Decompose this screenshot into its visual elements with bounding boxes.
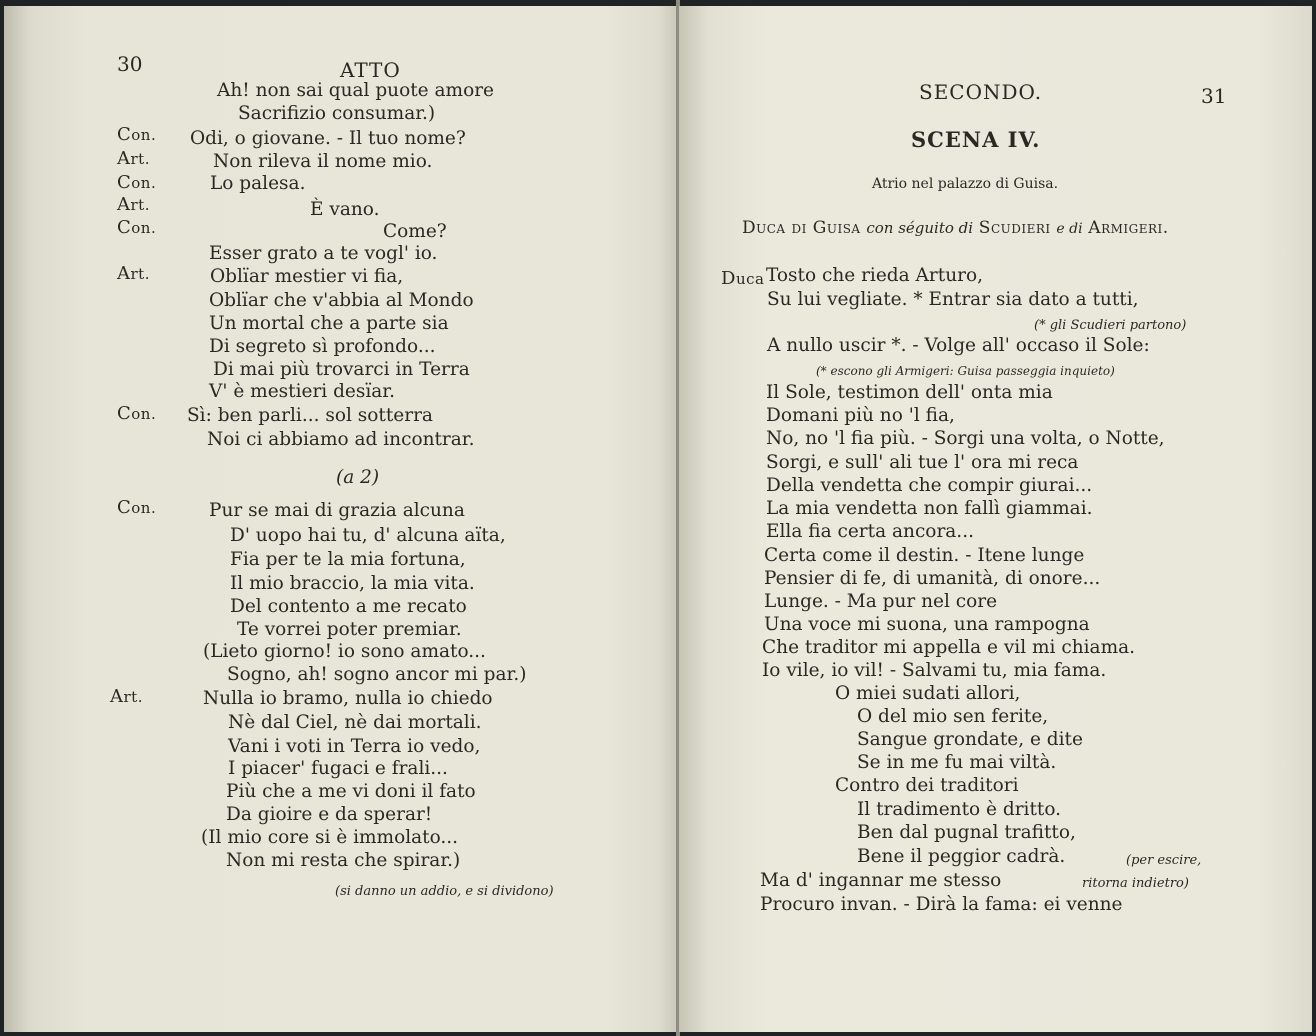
- verse-line: Contro dei traditori: [835, 775, 1019, 796]
- cast-squires: Scudieri: [978, 218, 1051, 238]
- verse-line: La mia vendetta non fallì giammai.: [766, 498, 1093, 519]
- verse-line: A nullo uscir *. - Volge all' occaso il Sole:: [767, 335, 1150, 356]
- verse-line: Odi, o giovane. - Il tuo nome?: [190, 128, 466, 149]
- verse-line: Lo palesa.: [210, 173, 306, 194]
- verse-line: Ben dal pugnal trafitto,: [857, 822, 1076, 843]
- verse-line: Pur se mai di grazia alcuna: [209, 500, 465, 521]
- speaker-label: Con.: [117, 124, 157, 145]
- verse-line: Sì: ben parli... sol sotterra: [187, 405, 433, 426]
- speaker-label: Con.: [117, 403, 157, 424]
- verse-line: Che traditor mi appella e vil mi chiama.: [762, 637, 1136, 658]
- stage-direction: (si danno un addio, e si dividono): [335, 884, 554, 899]
- verse-line: D' uopo hai tu, d' alcuna aïta,: [230, 525, 506, 546]
- verse-line: Di mai più trovarci in Terra: [213, 359, 470, 380]
- left-running-head: ATTO: [340, 58, 401, 82]
- verse-line: Della vendetta che compir giurai...: [766, 475, 1093, 496]
- verse-line: Il mio braccio, la mia vita.: [230, 573, 475, 594]
- verse-line: Da gioire e da sperar!: [226, 804, 433, 825]
- a-due-marker: (a 2): [336, 467, 380, 488]
- speaker-label: Con.: [117, 497, 157, 518]
- verse-line: Noi ci abbiamo ad incontrar.: [207, 429, 475, 450]
- verse-line: Su lui vegliate. * Entrar sia dato a tutti,: [767, 289, 1139, 310]
- cast-duke: Duca di Guisa: [742, 218, 861, 238]
- verse-line: Se in me fu mai viltà.: [857, 752, 1057, 773]
- speaker-label: Con.: [117, 172, 157, 193]
- verse-line: I piacer' fugaci e frali...: [228, 758, 448, 779]
- verse-line: (Il mio core si è immolato...: [201, 827, 459, 848]
- verse-line: Il tradimento è dritto.: [857, 799, 1062, 820]
- speaker-label: Art.: [117, 148, 150, 169]
- scene-title: SCENA IV.: [911, 127, 1041, 152]
- verse-line: È vano.: [310, 199, 380, 220]
- verse-line: Una voce mi suona, una rampogna: [764, 614, 1090, 635]
- stage-direction: (per escire,: [1126, 853, 1202, 868]
- verse-line: Sacrifizio consumar.): [238, 103, 436, 124]
- left-page-number: 30: [117, 52, 143, 76]
- verse-line: Di segreto sì profondo...: [209, 336, 436, 357]
- speaker-label: Con.: [117, 217, 157, 238]
- verse-line: No, no 'l fia più. - Sorgi una volta, o Notte,: [766, 428, 1165, 449]
- speaker-label: Duca: [721, 268, 765, 289]
- verse-line: Certa come il destin. - Itene lunge: [764, 545, 1085, 566]
- verse-line: Il Sole, testimon dell' onta mia: [766, 382, 1053, 403]
- verse-line: Ah! non sai qual puote amore: [217, 80, 495, 101]
- verse-line: Io vile, io vil! - Salvami tu, mia fama.: [762, 660, 1107, 681]
- speaker-label: Art.: [117, 194, 150, 215]
- verse-line: Del contento a me recato: [230, 596, 467, 617]
- verse-line: O del mio sen ferite,: [857, 706, 1049, 727]
- verse-line: Sorgi, e sull' ali tue l' ora mi reca: [766, 452, 1079, 473]
- verse-line: Te vorrei poter premiar.: [237, 619, 462, 640]
- stage-direction: ritorna indietro): [1082, 876, 1189, 891]
- verse-line: Nulla io bramo, nulla io chiedo: [203, 688, 493, 709]
- speaker-label: Art.: [117, 263, 150, 284]
- verse-line: V' è mestieri desïar.: [209, 381, 396, 402]
- verse-line: Procuro invan. - Dirà la fama: ei venne: [760, 894, 1123, 915]
- verse-line: Vani i voti in Terra io vedo,: [228, 736, 481, 757]
- verse-line: Un mortal che a parte sia: [209, 313, 449, 334]
- verse-line: Tosto che rieda Arturo,: [766, 265, 983, 286]
- scene-setting: Atrio nel palazzo di Guisa.: [872, 176, 1059, 192]
- verse-line: Come?: [383, 221, 447, 242]
- verse-line: O miei sudati allori,: [835, 683, 1021, 704]
- cast-connector: e di: [1056, 221, 1083, 237]
- verse-line: Oblïar che v'abbia al Mondo: [209, 290, 474, 311]
- verse-line: Pensier di fe, di umanità, di onore...: [764, 568, 1101, 589]
- stage-direction: (* escono gli Armigeri: Guisa passeggia inquieto): [816, 364, 1115, 378]
- verse-line: Più che a me vi doni il fato: [226, 781, 476, 802]
- verse-line: Oblïar mestier vi fia,: [210, 266, 404, 287]
- verse-line: Nè dal Ciel, nè dai mortali.: [228, 712, 482, 733]
- verse-line: Sogno, ah! sogno ancor mi par.): [227, 664, 527, 685]
- right-running-head: SECONDO.: [919, 80, 1043, 104]
- verse-line: Non mi resta che spirar.): [226, 850, 461, 871]
- verse-line: Lunge. - Ma pur nel core: [764, 591, 998, 612]
- verse-line: Ella fia certa ancora...: [766, 521, 974, 542]
- cast-list: [742, 217, 1169, 238]
- verse-line: Esser grato a te vogl' io.: [209, 243, 438, 264]
- stage-direction: (* gli Scudieri partono): [1034, 318, 1187, 333]
- verse-line: Domani più no 'l fia,: [766, 405, 955, 426]
- verse-line: Bene il peggior cadrà.: [857, 846, 1066, 867]
- right-page-number: 31: [1201, 84, 1227, 108]
- speaker-label: Art.: [110, 686, 143, 707]
- verse-line: Ma d' ingannar me stesso: [760, 870, 1002, 891]
- cast-soldiers: Armigeri.: [1088, 218, 1169, 238]
- verse-line: Non rileva il nome mio.: [213, 151, 433, 172]
- verse-line: Sangue grondate, e dite: [857, 729, 1083, 750]
- verse-line: Fia per te la mia fortuna,: [230, 549, 466, 570]
- cast-connector: con séguito di: [866, 219, 974, 237]
- verse-line: (Lieto giorno! io sono amato...: [203, 641, 486, 662]
